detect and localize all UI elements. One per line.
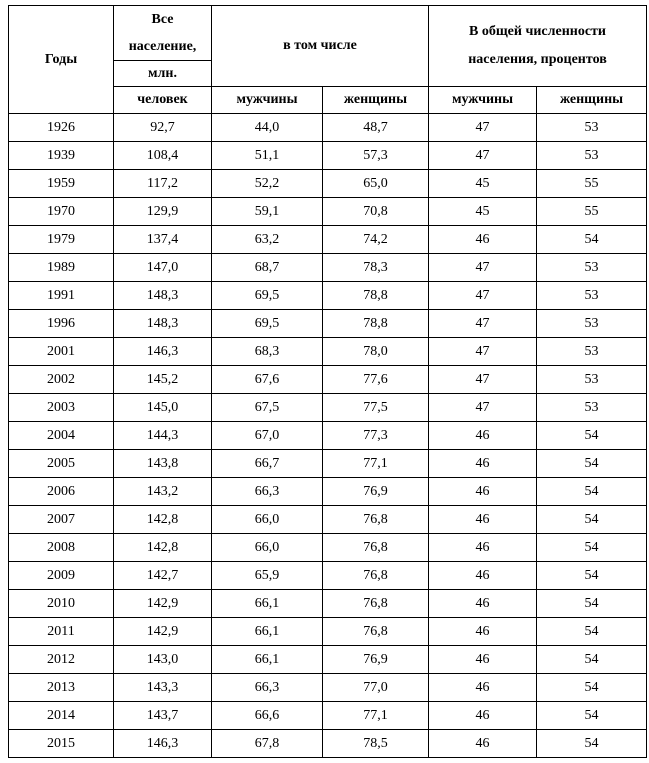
cell-year: 2010 xyxy=(9,590,114,618)
table-body xyxy=(9,114,647,758)
cell-men: 65,9 xyxy=(212,562,323,590)
cell-men-pct: 46 xyxy=(429,506,537,534)
table-row xyxy=(9,450,647,478)
table-row xyxy=(9,646,647,674)
cell-men: 66,1 xyxy=(212,646,323,674)
cell-total: 144,3 xyxy=(114,422,212,450)
cell-women: 77,3 xyxy=(323,422,429,450)
cell-men: 67,6 xyxy=(212,366,323,394)
cell-total: 148,3 xyxy=(114,282,212,310)
cell-women-pct: 54 xyxy=(537,534,647,562)
table-row xyxy=(9,226,647,254)
header-total-line2: население, xyxy=(128,38,197,54)
cell-women: 76,9 xyxy=(323,478,429,506)
cell-men: 67,8 xyxy=(212,730,323,758)
table-row xyxy=(9,198,647,226)
cell-men: 51,1 xyxy=(212,142,323,170)
cell-women: 76,8 xyxy=(323,534,429,562)
header-total-line1: Все xyxy=(151,11,174,27)
cell-men: 68,3 xyxy=(212,338,323,366)
cell-men-pct: 46 xyxy=(429,590,537,618)
cell-men: 44,0 xyxy=(212,114,323,142)
cell-men: 66,3 xyxy=(212,674,323,702)
cell-men-pct: 45 xyxy=(429,198,537,226)
cell-women-pct: 54 xyxy=(537,646,647,674)
cell-men-pct: 46 xyxy=(429,702,537,730)
population-table xyxy=(8,5,647,758)
table-row xyxy=(9,254,647,282)
cell-year: 2006 xyxy=(9,478,114,506)
cell-total: 142,8 xyxy=(114,534,212,562)
cell-women-pct: 53 xyxy=(537,394,647,422)
cell-men: 69,5 xyxy=(212,282,323,310)
cell-year: 1959 xyxy=(9,170,114,198)
cell-year: 2013 xyxy=(9,674,114,702)
cell-women: 57,3 xyxy=(323,142,429,170)
table-row xyxy=(9,702,647,730)
table-row xyxy=(9,282,647,310)
cell-total: 142,9 xyxy=(114,618,212,646)
header-total-unit: млн. xyxy=(114,61,212,87)
header-total xyxy=(114,6,212,61)
header-years: Годы xyxy=(9,6,114,114)
cell-women-pct: 55 xyxy=(537,198,647,226)
cell-total: 142,8 xyxy=(114,506,212,534)
cell-year: 2014 xyxy=(9,702,114,730)
cell-women-pct: 53 xyxy=(537,114,647,142)
header-including: в том числе xyxy=(212,6,429,87)
cell-women: 78,8 xyxy=(323,310,429,338)
cell-men: 63,2 xyxy=(212,226,323,254)
cell-men-pct: 47 xyxy=(429,282,537,310)
cell-women-pct: 54 xyxy=(537,562,647,590)
cell-women-pct: 54 xyxy=(537,730,647,758)
cell-men: 69,5 xyxy=(212,310,323,338)
cell-men-pct: 46 xyxy=(429,226,537,254)
table-row xyxy=(9,338,647,366)
cell-women: 77,1 xyxy=(323,450,429,478)
cell-women: 76,8 xyxy=(323,618,429,646)
cell-total: 148,3 xyxy=(114,310,212,338)
header-share xyxy=(429,6,647,87)
cell-total: 143,0 xyxy=(114,646,212,674)
cell-women: 77,1 xyxy=(323,702,429,730)
cell-men-pct: 46 xyxy=(429,562,537,590)
cell-total: 142,9 xyxy=(114,590,212,618)
cell-men-pct: 46 xyxy=(429,646,537,674)
cell-men: 66,3 xyxy=(212,478,323,506)
cell-total: 143,7 xyxy=(114,702,212,730)
cell-women: 77,6 xyxy=(323,366,429,394)
table-row xyxy=(9,310,647,338)
cell-total: 143,3 xyxy=(114,674,212,702)
table-row xyxy=(9,674,647,702)
cell-women: 77,5 xyxy=(323,394,429,422)
cell-total: 143,2 xyxy=(114,478,212,506)
cell-year: 2004 xyxy=(9,422,114,450)
cell-women: 78,5 xyxy=(323,730,429,758)
cell-men: 66,1 xyxy=(212,590,323,618)
cell-women: 76,9 xyxy=(323,646,429,674)
cell-year: 1926 xyxy=(9,114,114,142)
cell-men-pct: 46 xyxy=(429,674,537,702)
cell-women-pct: 54 xyxy=(537,674,647,702)
cell-women-pct: 53 xyxy=(537,310,647,338)
table-row xyxy=(9,142,647,170)
cell-women: 48,7 xyxy=(323,114,429,142)
cell-men-pct: 46 xyxy=(429,730,537,758)
cell-women: 78,3 xyxy=(323,254,429,282)
cell-year: 1970 xyxy=(9,198,114,226)
table-row xyxy=(9,534,647,562)
cell-men: 66,6 xyxy=(212,702,323,730)
table-row xyxy=(9,478,647,506)
cell-women-pct: 54 xyxy=(537,226,647,254)
cell-men-pct: 47 xyxy=(429,394,537,422)
cell-women-pct: 55 xyxy=(537,170,647,198)
cell-women: 76,8 xyxy=(323,562,429,590)
cell-women: 78,8 xyxy=(323,282,429,310)
cell-men: 66,7 xyxy=(212,450,323,478)
cell-total: 129,9 xyxy=(114,198,212,226)
table-row xyxy=(9,114,647,142)
cell-total: 142,7 xyxy=(114,562,212,590)
cell-year: 1989 xyxy=(9,254,114,282)
table-header xyxy=(9,6,647,114)
cell-men-pct: 47 xyxy=(429,366,537,394)
header-women: женщины xyxy=(323,87,429,114)
cell-men: 66,1 xyxy=(212,618,323,646)
cell-men-pct: 47 xyxy=(429,338,537,366)
cell-year: 2007 xyxy=(9,506,114,534)
table-row xyxy=(9,366,647,394)
cell-women-pct: 54 xyxy=(537,450,647,478)
cell-year: 2011 xyxy=(9,618,114,646)
cell-women: 70,8 xyxy=(323,198,429,226)
cell-total: 147,0 xyxy=(114,254,212,282)
cell-women-pct: 54 xyxy=(537,702,647,730)
cell-year: 2009 xyxy=(9,562,114,590)
cell-total: 145,2 xyxy=(114,366,212,394)
header-men-pct: мужчины xyxy=(429,87,537,114)
cell-total: 108,4 xyxy=(114,142,212,170)
cell-year: 2001 xyxy=(9,338,114,366)
cell-year: 2003 xyxy=(9,394,114,422)
cell-year: 1979 xyxy=(9,226,114,254)
cell-women: 77,0 xyxy=(323,674,429,702)
cell-total: 92,7 xyxy=(114,114,212,142)
cell-women-pct: 53 xyxy=(537,142,647,170)
cell-women: 76,8 xyxy=(323,590,429,618)
cell-women-pct: 53 xyxy=(537,366,647,394)
table-row xyxy=(9,170,647,198)
cell-women-pct: 54 xyxy=(537,478,647,506)
cell-year: 1991 xyxy=(9,282,114,310)
cell-men-pct: 46 xyxy=(429,534,537,562)
cell-total: 137,4 xyxy=(114,226,212,254)
cell-year: 2015 xyxy=(9,730,114,758)
cell-men: 52,2 xyxy=(212,170,323,198)
cell-total: 145,0 xyxy=(114,394,212,422)
cell-men: 68,7 xyxy=(212,254,323,282)
cell-women: 74,2 xyxy=(323,226,429,254)
cell-women: 78,0 xyxy=(323,338,429,366)
cell-men-pct: 47 xyxy=(429,310,537,338)
cell-men: 66,0 xyxy=(212,534,323,562)
table-row xyxy=(9,730,647,758)
table-row xyxy=(9,422,647,450)
cell-year: 2008 xyxy=(9,534,114,562)
cell-women-pct: 54 xyxy=(537,590,647,618)
cell-year: 2005 xyxy=(9,450,114,478)
table-row xyxy=(9,394,647,422)
cell-women-pct: 53 xyxy=(537,338,647,366)
table-row xyxy=(9,562,647,590)
cell-women-pct: 54 xyxy=(537,422,647,450)
cell-men-pct: 47 xyxy=(429,114,537,142)
cell-women: 76,8 xyxy=(323,506,429,534)
cell-total: 143,8 xyxy=(114,450,212,478)
cell-men: 66,0 xyxy=(212,506,323,534)
cell-women-pct: 54 xyxy=(537,618,647,646)
table-row xyxy=(9,506,647,534)
cell-men-pct: 46 xyxy=(429,618,537,646)
cell-men-pct: 47 xyxy=(429,142,537,170)
cell-men: 67,0 xyxy=(212,422,323,450)
cell-total: 146,3 xyxy=(114,730,212,758)
cell-year: 1939 xyxy=(9,142,114,170)
cell-men-pct: 45 xyxy=(429,170,537,198)
cell-men-pct: 46 xyxy=(429,422,537,450)
header-total-persons: человек xyxy=(114,87,212,114)
cell-women-pct: 53 xyxy=(537,254,647,282)
cell-men: 67,5 xyxy=(212,394,323,422)
cell-women-pct: 53 xyxy=(537,282,647,310)
cell-men-pct: 46 xyxy=(429,450,537,478)
header-women-pct: женщины xyxy=(537,87,647,114)
cell-women-pct: 54 xyxy=(537,506,647,534)
table-row xyxy=(9,590,647,618)
cell-men: 59,1 xyxy=(212,198,323,226)
header-share-line2: населения, процентов xyxy=(468,52,607,67)
cell-men-pct: 47 xyxy=(429,254,537,282)
header-men: мужчины xyxy=(212,87,323,114)
cell-year: 2012 xyxy=(9,646,114,674)
table-row xyxy=(9,618,647,646)
cell-year: 1996 xyxy=(9,310,114,338)
header-share-line1: В общей численности xyxy=(469,24,606,39)
cell-men-pct: 46 xyxy=(429,478,537,506)
cell-total: 117,2 xyxy=(114,170,212,198)
cell-women: 65,0 xyxy=(323,170,429,198)
cell-year: 2002 xyxy=(9,366,114,394)
cell-total: 146,3 xyxy=(114,338,212,366)
